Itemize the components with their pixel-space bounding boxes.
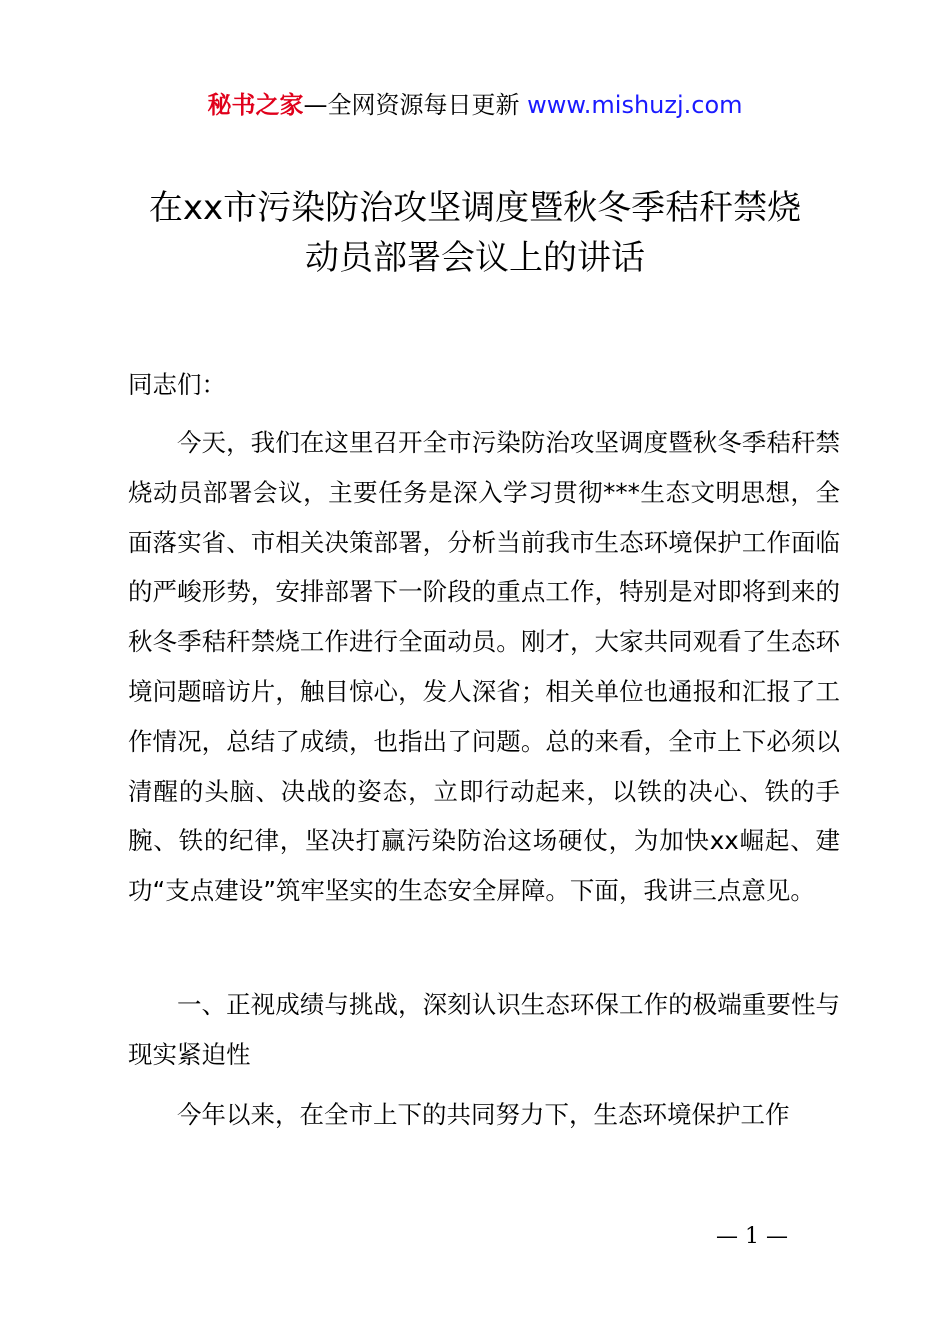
site-tagline: —全网资源每日更新 bbox=[303, 91, 528, 119]
body-paragraph-2: 今年以来，在全市上下的共同努力下，生态环境保护工作 bbox=[177, 1100, 790, 1129]
page-number: — 1 — bbox=[716, 1224, 788, 1249]
salutation: 同志们： bbox=[128, 370, 226, 399]
site-header bbox=[0, 88, 950, 122]
site-url-link[interactable]: www.mishuzj.com bbox=[527, 91, 743, 119]
document-title bbox=[0, 183, 950, 283]
section-heading-1: 一、正视成绩与挑战，深刻认识生态环保工作的极端重要性与现实紧迫性 bbox=[128, 990, 840, 1069]
document-title-line-1: 在xx市污染防治攻坚调度暨秋冬季秸秆禁烧 bbox=[148, 188, 802, 228]
document-title-line-2: 动员部署会议上的讲话 bbox=[305, 238, 645, 278]
body-paragraph-1: 今天，我们在这里召开全市污染防治攻坚调度暨秋冬季秸秆禁烧动员部署会议，主要任务是深入学习贯彻***生态文明思想，全面落实省、市相关决策部署，分析当前我市生态环境保护工作面临的严峻形势，安排部署下一阶段的重点工作，特别是对即将到来的秋冬季秸秆禁烧工作进行全面动员。刚才，大家共同观看了生态环境问题暗访片，触目惊心，发人深省；相关单位也通报和汇报了工作情况，总结了成绩，也指出了问题。总的来看，全市上下必须以清醒的头脑、决战的姿态，立即行动起来，以铁的决心、铁的手腕、铁的纪律，坚决打赢污染防治这场硬仗，为加快xx崛起、建功“支点建设”筑牢坚实的生态安全屏障。下面，我讲三点意见。 bbox=[128, 428, 840, 906]
site-brand: 秘书之家 bbox=[207, 91, 304, 119]
